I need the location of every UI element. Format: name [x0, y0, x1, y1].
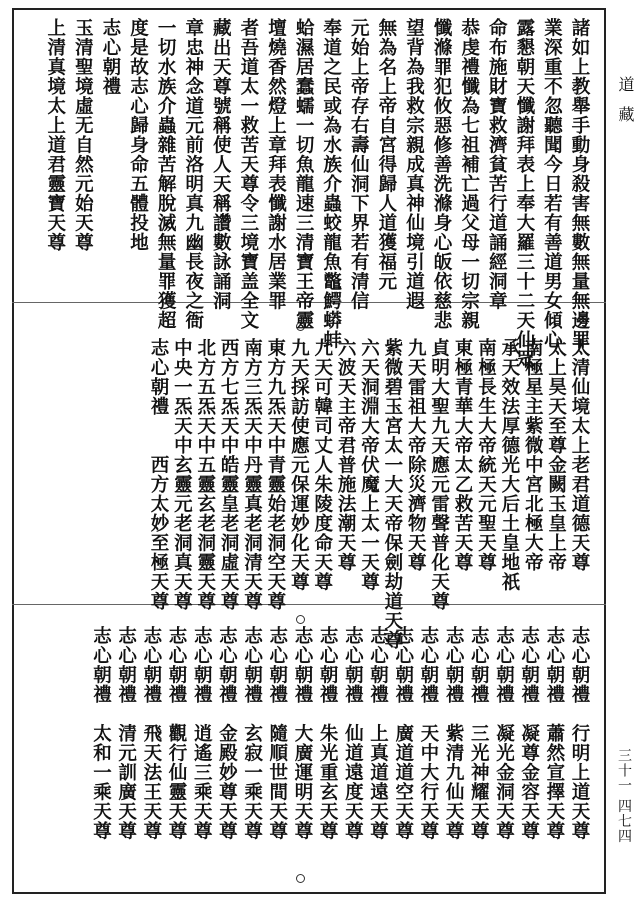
text-column: 九天雷祖大帝除災濟物天尊	[405, 338, 427, 572]
text-column: 中央一炁天中玄靈元老洞真天尊	[171, 338, 193, 611]
text-column: 太清仙境太上老君道德天尊	[569, 338, 590, 572]
text-column: 志心朝禮 三光神耀天尊	[468, 626, 490, 841]
text-column: 章忠神念道元前洛明真九幽長夜之衙	[182, 18, 204, 330]
text-column: 志心朝禮 凝光金洞天尊	[493, 626, 515, 841]
text-column: 志心朝禮 西方太妙至極天尊	[147, 338, 169, 611]
text-column: 志心朝禮 蕭然宣擇天尊	[543, 626, 565, 841]
text-column: 志心朝禮 觀行仙靈天尊	[166, 626, 187, 841]
text-column: 志心朝禮 朱光重玄天尊	[317, 626, 339, 841]
text-column: 度是故志心歸身命五體投地	[127, 18, 149, 252]
text-column: 志心朝禮 玄寂一乘天尊	[241, 626, 263, 841]
text-column: 太上昊天至尊金闕玉皇上帝	[545, 338, 567, 572]
text-panel-middle	[40, 338, 590, 650]
text-column: 志心朝禮	[99, 18, 121, 96]
text-column: 壇燒香然燈上章拜表懺謝水居業罪	[265, 18, 287, 311]
text-column: 志心朝禮 仙道遠度天尊	[342, 626, 364, 841]
text-column: 西方七炁天中皓靈皇老洞虛天尊	[218, 338, 240, 611]
text-column: 九天採訪使應元保運妙化天尊	[288, 338, 310, 592]
text-column: 六天洞淵大帝伏魔上太一天尊	[358, 338, 380, 592]
text-column: 志心朝禮 行明上道天尊	[569, 626, 590, 841]
text-column: 南方三炁天中丹靈真老洞清天尊	[241, 338, 263, 611]
text-column: 者吾道太一救苦天尊令三境寶盖全文	[237, 18, 259, 330]
text-column: 東極青華大帝太乙救苦天尊	[452, 338, 474, 572]
text-column: 九天可韓司丈人朱陵度命天尊	[311, 338, 333, 592]
text-column: 承天效法厚德光大后土皇地祇	[498, 338, 520, 592]
text-column: 玉清聖境虛无自然元始天尊	[72, 18, 94, 252]
text-column: 志心朝禮 紫清九仙天尊	[443, 626, 465, 841]
text-column: 恭虔禮懺為七祖補亡過父母一切宗親	[458, 18, 480, 330]
text-column: 六波天主帝君普施法潮天尊	[335, 338, 357, 572]
text-column: 懺滌罪犯攸惡修善洗滌身心皈依慈悲	[431, 18, 453, 330]
text-column: 志心朝禮 隨順世間天尊	[266, 626, 288, 841]
text-column: 業深重不忽聽聞今日若有善道男女傾心	[541, 18, 563, 350]
text-column: 貞明大聖九天應元雷聲普化天尊	[428, 338, 450, 611]
text-column: 無為名上帝自宮得歸人道獲福元	[375, 18, 397, 291]
text-panel-top	[36, 18, 590, 369]
text-column: 北方五炁天中五靈玄老洞靈天尊	[194, 338, 216, 611]
text-panel-bottom	[38, 626, 588, 866]
text-column: 蛤濕居蠢蠕一切魚龍速三清寶王帝靈	[293, 18, 315, 330]
text-column: 一切水族介蟲雜苦解脫滅無量罪獲超	[155, 18, 177, 330]
text-column: 命布施財寶救濟貧苦行道誦經洞章	[486, 18, 508, 311]
text-column: 元始上帝存右壽仙洞下界若有清信	[348, 18, 370, 311]
panel-circle-mark	[296, 615, 305, 624]
text-column: 志心朝禮 大廣運明天尊	[291, 626, 313, 841]
text-column: 志心朝禮 逍遙三乘天尊	[191, 626, 213, 841]
panel-circle-mark	[296, 874, 305, 883]
text-column: 藏出天尊號稱使人天稱讚數詠誦洞	[210, 18, 232, 311]
text-column: 志心朝禮 上真道遠天尊	[367, 626, 389, 841]
page-number: 三十一 四七四	[616, 748, 632, 844]
text-column: 志心朝禮 清元訓廣天尊	[115, 626, 137, 841]
text-column: 南極長生大帝統天元聖天尊	[475, 338, 497, 572]
text-column: 奉道之民或為水族介蟲蛟龍魚鼈鰐蟒蚌	[320, 18, 342, 350]
text-column: 上清真境太上道君靈寶天尊	[44, 18, 66, 252]
text-column: 志心朝禮 金殿妙尊天尊	[216, 626, 238, 841]
text-column: 東方九炁天中青靈始老洞空天尊	[264, 338, 286, 611]
panel-divider	[12, 604, 606, 605]
text-column: 志心朝禮 天中大行天尊	[417, 626, 439, 841]
text-column: 南極星主紫微中宮北極大帝	[522, 338, 544, 572]
text-column: 紫微碧玉宮太一大天帝保劍劫道天尊	[381, 338, 403, 650]
text-column: 露懇朝天懺謝拜表上奉大羅三十二天仙眾	[513, 18, 535, 369]
text-column: 志心朝禮 太和一乘天尊	[90, 626, 112, 841]
text-column: 志心朝禮 飛天法王天尊	[140, 626, 162, 841]
text-column: 諸如上教舉手動身殺害無數無量無邊罪	[569, 18, 590, 350]
text-column: 志心朝禮 廣道道空天尊	[392, 626, 414, 841]
text-column: 望背為我救宗親成真神仙境引道遐	[403, 18, 425, 311]
text-column: 志心朝禮 凝尊金容天尊	[518, 626, 540, 841]
book-title: 道藏	[616, 76, 635, 136]
